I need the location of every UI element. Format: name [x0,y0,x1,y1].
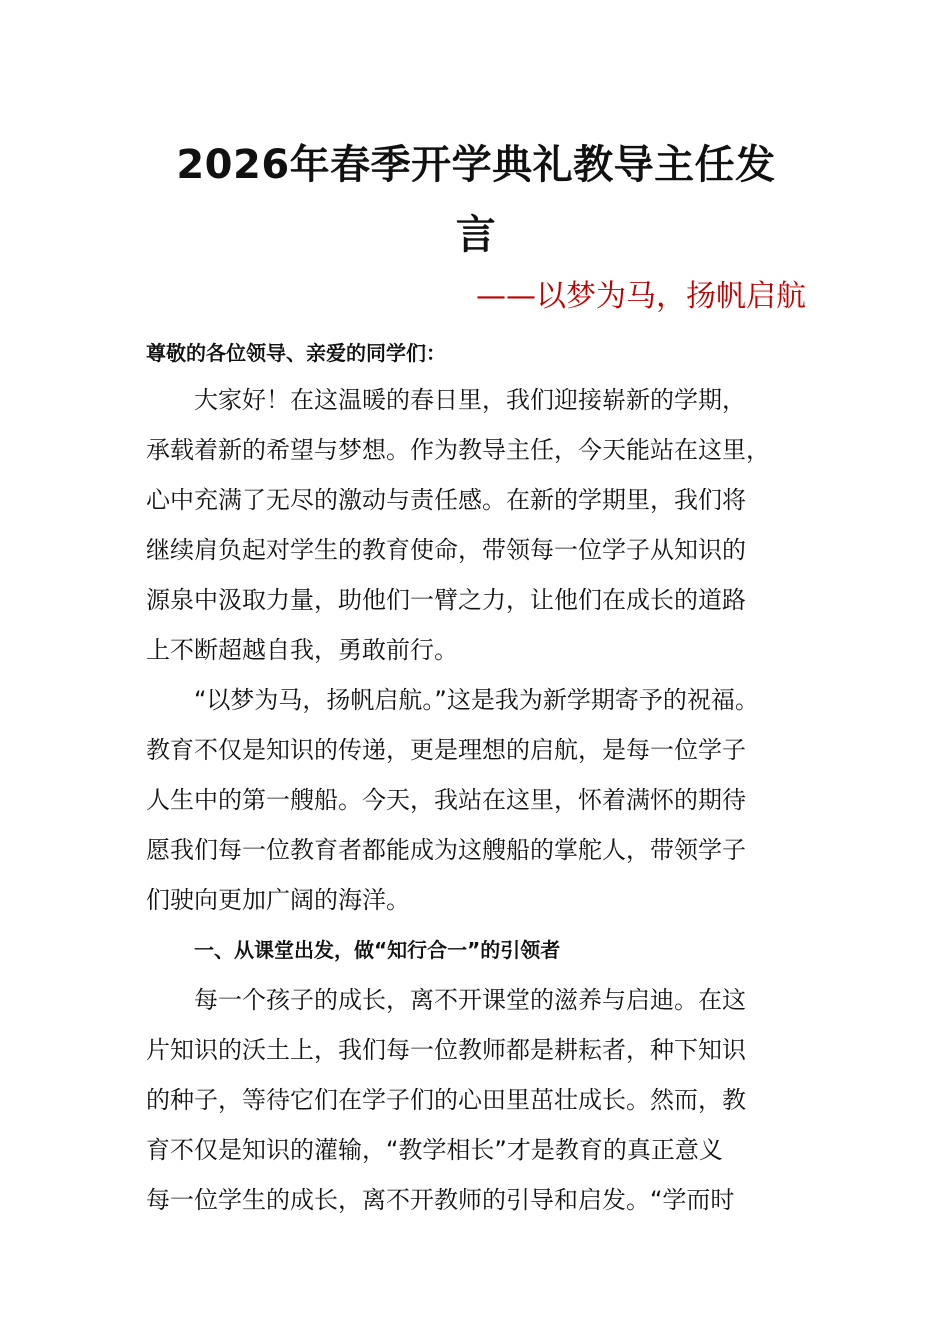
document-title-line1: 2026年春季开学典礼教导主任发 [176,142,776,188]
salutation: 尊敬的各位领导、亲爱的同学们： [146,341,446,365]
paragraph-2-line: 人生中的第一艘船。今天，我站在这里，怀着满怀的期待 [146,786,746,814]
paragraph-2-line: “以梦为马，扬帆启航。”这是我为新学期寄予的祝福。 [194,686,759,714]
paragraph-1-line: 心中充满了无尽的激动与责任感。在新的学期里，我们将 [146,486,746,514]
paragraph-3-line: 每一个孩子的成长，离不开课堂的滋养与启迪。在这 [194,986,746,1014]
paragraph-1-line: 上不断超越自我，勇敢前行。 [146,636,458,664]
paragraph-2-line: 愿我们每一位教育者都能成为这艘船的掌舵人，带领学子 [146,836,746,864]
paragraph-1-line: 承载着新的希望与梦想。作为教导主任，今天能站在这里， [146,436,770,464]
paragraph-1-line: 继续肩负起对学生的教育使命，带领每一位学子从知识的 [146,536,746,564]
paragraph-3-line: 育不仅是知识的灌输，“教学相长”才是教育的真正意义 [146,1136,723,1164]
document-subtitle: ——以梦为马，扬帆启航 [476,279,806,314]
paragraph-1-line: 源泉中汲取力量，助他们一臂之力，让他们在成长的道路 [146,586,746,614]
paragraph-2-line: 教育不仅是知识的传递，更是理想的启航，是每一位学子 [146,736,746,764]
paragraph-3-line: 片知识的沃土上，我们每一位教师都是耕耘者，种下知识 [146,1036,746,1064]
paragraph-2-line: 们驶向更加广阔的海洋。 [146,886,410,914]
paragraph-1-line: 大家好！在这温暖的春日里，我们迎接崭新的学期， [194,386,746,414]
paragraph-3-line: 每一位学生的成长，离不开教师的引导和启发。“学而时 [146,1186,735,1214]
section-1-heading: 一、从课堂出发，做“知行合一”的引领者 [194,938,561,962]
document-title-line2: 言 [455,212,497,258]
paragraph-3-line: 的种子，等待它们在学子们的心田里茁壮成长。然而，教 [146,1086,746,1114]
